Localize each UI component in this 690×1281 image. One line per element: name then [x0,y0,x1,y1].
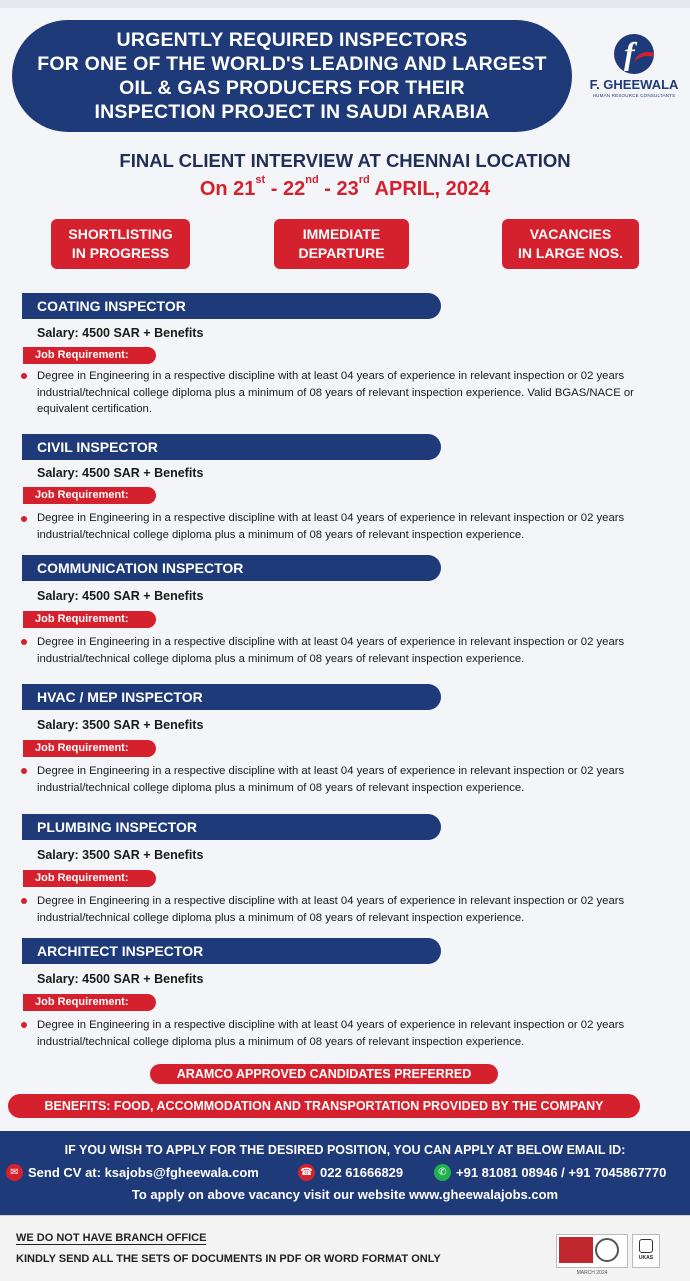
job-requirement-label: Job Requirement: [23,870,156,887]
document-format-note: KINDLY SEND ALL THE SETS OF DOCUMENTS IN PDF OR WORD FORMAT ONLY [16,1253,441,1265]
job-title: COATING INSPECTOR [22,293,441,319]
headline-line-2: FOR ONE OF THE WORLD'S LEADING AND LARGEST [37,53,547,75]
interview-dates: On 21st - 22nd - 23rd APRIL, 2024 [199,174,491,200]
job-requirement-label: Job Requirement: [23,487,156,504]
headline-line-3: OIL & GAS PRODUCERS FOR THEIR [119,77,465,99]
job-section [0,938,690,1058]
badge-vacancies: VACANCIES IN LARGE NOS. [502,219,639,269]
email-icon: ✉ [6,1164,23,1181]
job-title: CIVIL INSPECTOR [22,434,441,460]
apply-instruction: IF YOU WISH TO APPLY FOR THE DESIRED POSITION, YOU CAN APPLY AT BELOW EMAIL ID: [64,1143,626,1157]
job-requirement-text: Degree in Engineering in a respective discipline with at least 04 years of experience in relevant inspection or 02 years industrial/technical college diploma plus a minimum of 08 years of relevant inspection experience. [37,636,625,665]
job-salary: Salary: 4500 SAR + Benefits [37,589,204,603]
whatsapp-icon: ✆ [434,1164,451,1181]
whatsapp-contact[interactable] [434,1164,666,1181]
job-requirement-text: Degree in Engineering in a respective discipline with at least 04 years of experience in relevant inspection or 02 years industrial/technical college diploma plus a minimum of 08 years of relevant inspection experience. Valid BGAS/NACE or equivalent certification. [37,370,634,415]
contact-footer [0,1131,690,1215]
bullet-icon [21,516,27,522]
job-salary: Salary: 3500 SAR + Benefits [37,718,204,732]
ukas-logo: UKAS [632,1234,660,1268]
top-border [0,0,690,8]
job-requirement-label: Job Requirement: [23,347,156,364]
badge-shortlisting: SHORTLISTING IN PROGRESS [51,219,190,269]
job-requirement-text: Degree in Engineering in a respective discipline with at least 04 years of experience in relevant inspection or 02 years industrial/technical college diploma plus a minimum of 08 years of relevant inspection experience. [37,765,625,794]
job-section [0,684,690,809]
job-salary: Salary: 4500 SAR + Benefits [37,466,204,480]
website-line[interactable]: To apply on above vacancy visit our website www.gheewalajobs.com [131,1187,559,1202]
headline-line-1: URGENTLY REQUIRED INSPECTORS [116,29,468,51]
bureau-veritas-seal-icon [595,1238,619,1262]
contact-row [6,1164,690,1184]
job-requirement-label: Job Requirement: [23,740,156,757]
interview-title: FINAL CLIENT INTERVIEW AT CHENNAI LOCATION [119,150,571,171]
bullet-icon [21,1022,27,1028]
phone-contact[interactable] [298,1164,403,1181]
logo-name: F. GHEEWALA [589,77,679,92]
bottom-notes [0,1215,690,1281]
crown-icon [639,1239,653,1253]
phone-text[interactable]: 022 61666829 [320,1165,404,1180]
job-title: PLUMBING INSPECTOR [22,814,441,840]
benefits-banner: BENEFITS: FOOD, ACCOMMODATION AND TRANSPORTATION PROVIDED BY THE COMPANY [8,1094,640,1118]
job-requirement-label: Job Requirement: [23,994,156,1011]
company-logo [580,34,688,109]
bullet-icon [21,639,27,645]
job-section [0,293,690,433]
job-requirement-text: Degree in Engineering in a respective discipline with at least 04 years of experience in relevant inspection or 02 years industrial/technical college diploma plus a minimum of 08 years of relevant inspection experience. [37,1019,625,1048]
job-title: COMMUNICATION INSPECTOR [22,555,441,581]
badge-immediate-departure: IMMEDIATE DEPARTURE [274,219,409,269]
bullet-icon [21,373,27,379]
job-section [0,814,690,934]
logo-tagline: HUMAN RESOURCE CONSULTANTS [592,93,676,98]
headline-line-4: INSPECTION PROJECT IN SAUDI ARABIA [94,101,490,123]
email-contact[interactable] [6,1164,259,1181]
bullet-icon [21,898,27,904]
headline-banner [12,20,572,132]
job-title: HVAC / MEP INSPECTOR [22,684,441,710]
logo-f-icon: f [614,34,654,74]
aramco-preferred-banner: ARAMCO APPROVED CANDIDATES PREFERRED [150,1064,498,1084]
job-section [0,434,690,554]
job-salary: Salary: 4500 SAR + Benefits [37,326,204,340]
job-requirement-label: Job Requirement: [23,611,156,628]
bullet-icon [21,768,27,774]
job-salary: Salary: 4500 SAR + Benefits [37,972,204,986]
whatsapp-text[interactable]: +91 81081 08946 / +91 7045867770 [456,1165,667,1180]
job-salary: Salary: 3500 SAR + Benefits [37,848,204,862]
no-branch-note: WE DO NOT HAVE BRANCH OFFICE [16,1232,207,1244]
job-title: ARCHITECT INSPECTOR [22,938,441,964]
job-section [0,555,690,680]
email-text[interactable]: Send CV at: ksajobs@fgheewala.com [28,1165,259,1180]
job-requirement-text: Degree in Engineering in a respective discipline with at least 04 years of experience in relevant inspection or 02 years industrial/technical college diploma plus a minimum of 08 years of relevant inspection experience. [37,512,625,541]
phone-icon: ☎ [298,1164,315,1181]
iso-certification-logo [556,1234,628,1276]
cert-date: MARCH 2024 [576,1270,608,1276]
job-requirement-text: Degree in Engineering in a respective discipline with at least 04 years of experience in relevant inspection or 02 years industrial/technical college diploma plus a minimum of 08 years of relevant inspection experience. [37,895,625,924]
